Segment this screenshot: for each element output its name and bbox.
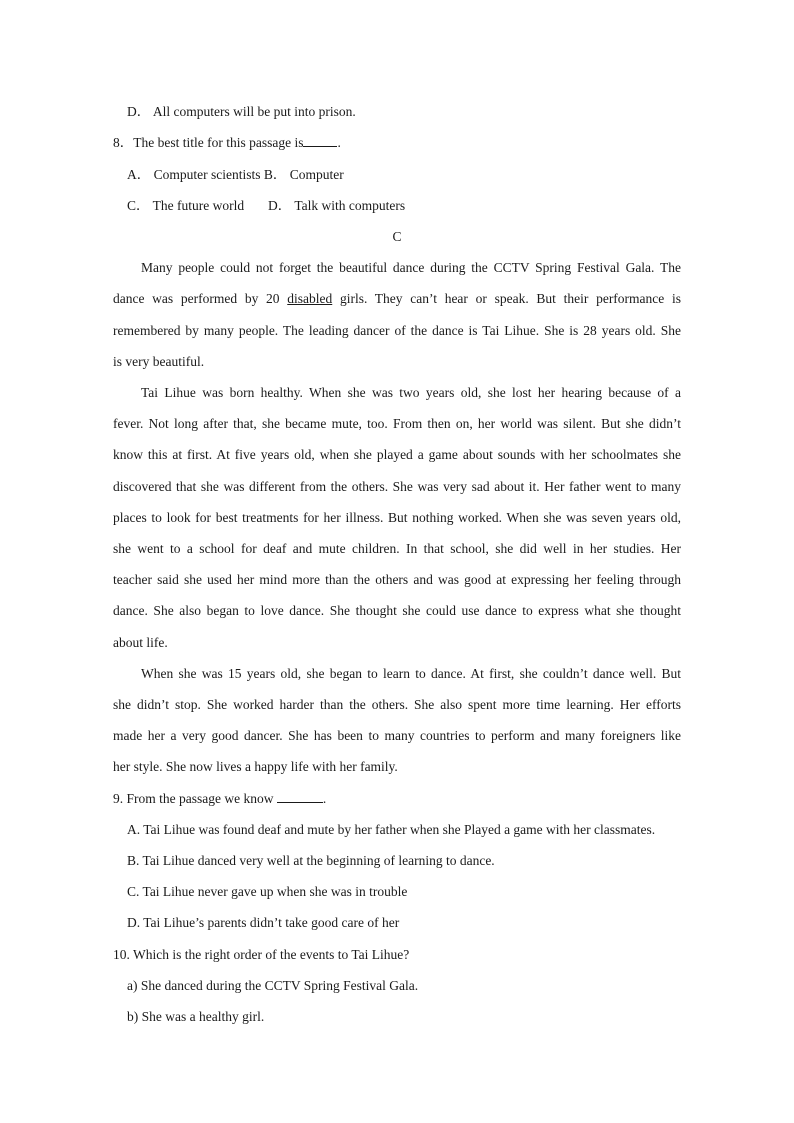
passage-p1-line: Many people could not forget the beautiful dance during the CCTV Spring Festival Gala. The [141, 260, 681, 275]
q9-stem-text: 9. From the passage we know [113, 791, 274, 806]
q8-options-ab: A． Computer scientists B． Computer [127, 167, 344, 182]
q10-item-a: a) She danced during the CCTV Spring Festival Gala. [127, 978, 419, 993]
passage-p2-line: about life. [113, 635, 168, 650]
underlined-word: disabled [287, 291, 333, 306]
passage-p1-line: is very beautiful. [113, 354, 205, 369]
passage-p2-line: fever. Not long after that, she became mute, too. From then on, her world was silent. But she didn’t [113, 416, 681, 431]
q8-stem-text: 8．The best title for this passage is [113, 135, 304, 150]
q9-option-b: B. Tai Lihue danced very well at the beginning of learning to dance. [127, 853, 495, 868]
passage-p3-line: her style. She now lives a happy life with her family. [113, 759, 398, 774]
passage-p2-line: places to look for best treatments for her illness. But nothing worked. When she was seven years old, [113, 510, 681, 525]
q9-answer-blank[interactable] [277, 790, 323, 803]
passage-p2-line: discovered that she was different from the others. She was very sad about it. Her father went to many [113, 479, 681, 494]
passage-p1-line: remembered by many people. The leading dancer of the dance is Tai Lihue. She is 28 years old. She [113, 323, 681, 338]
passage-p3-line: When she was 15 years old, she began to learn to dance. At first, she couldn’t dance well. But [141, 666, 681, 681]
passage-p1-line [113, 290, 681, 308]
q8-stem [113, 134, 681, 152]
q9-option-d: D. Tai Lihue’s parents didn’t take good care of her [127, 915, 400, 930]
q8-stem-end: . [337, 135, 341, 150]
q9-stem-end: . [322, 791, 327, 806]
q10-stem: 10. Which is the right order of the events to Tai Lihue? [113, 947, 410, 962]
passage-p2-line: know this at first. At five years old, when she played a game about sounds with her schoolmates she [113, 447, 681, 462]
q9-option-a: A. Tai Lihue was found deaf and mute by her father when she Played a game with her classmates. [127, 822, 656, 837]
passage-p2-line: dance. She also began to love dance. She thought she could use dance to express what she thought [113, 603, 681, 618]
passage-text: dance was performed by 20 [113, 291, 288, 306]
passage-p3-line: she didn’t stop. She worked harder than the others. She also spent more time learning. Her efforts [113, 697, 681, 712]
q9-option-c: C. Tai Lihue never gave up when she was in trouble [127, 884, 408, 899]
passage-p2-line: Tai Lihue was born healthy. When she was two years old, she lost her hearing because of a [141, 385, 681, 400]
q10-item-b: b) She was a healthy girl. [127, 1009, 265, 1024]
section-heading: C [392, 229, 402, 244]
q8-answer-blank[interactable] [303, 134, 337, 147]
q9-stem [113, 790, 681, 808]
passage-p2-line: teacher said she used her mind more than the others and was good at expressing her feeling through [113, 572, 681, 587]
passage-p2-line: she went to a school for deaf and mute children. In that school, she did well in her studies. Her [113, 541, 681, 556]
passage-text: girls. They can’t hear or speak. But their performance is [332, 291, 681, 306]
q8-option-c: C． The future world [127, 198, 245, 213]
q8-option-d: D． Talk with computers [268, 198, 406, 213]
q7-option-d: D． All computers will be put into prison. [127, 104, 356, 119]
passage-p3-line: made her a very good dancer. She has been to many countries to perform and many foreigners like [113, 728, 681, 743]
